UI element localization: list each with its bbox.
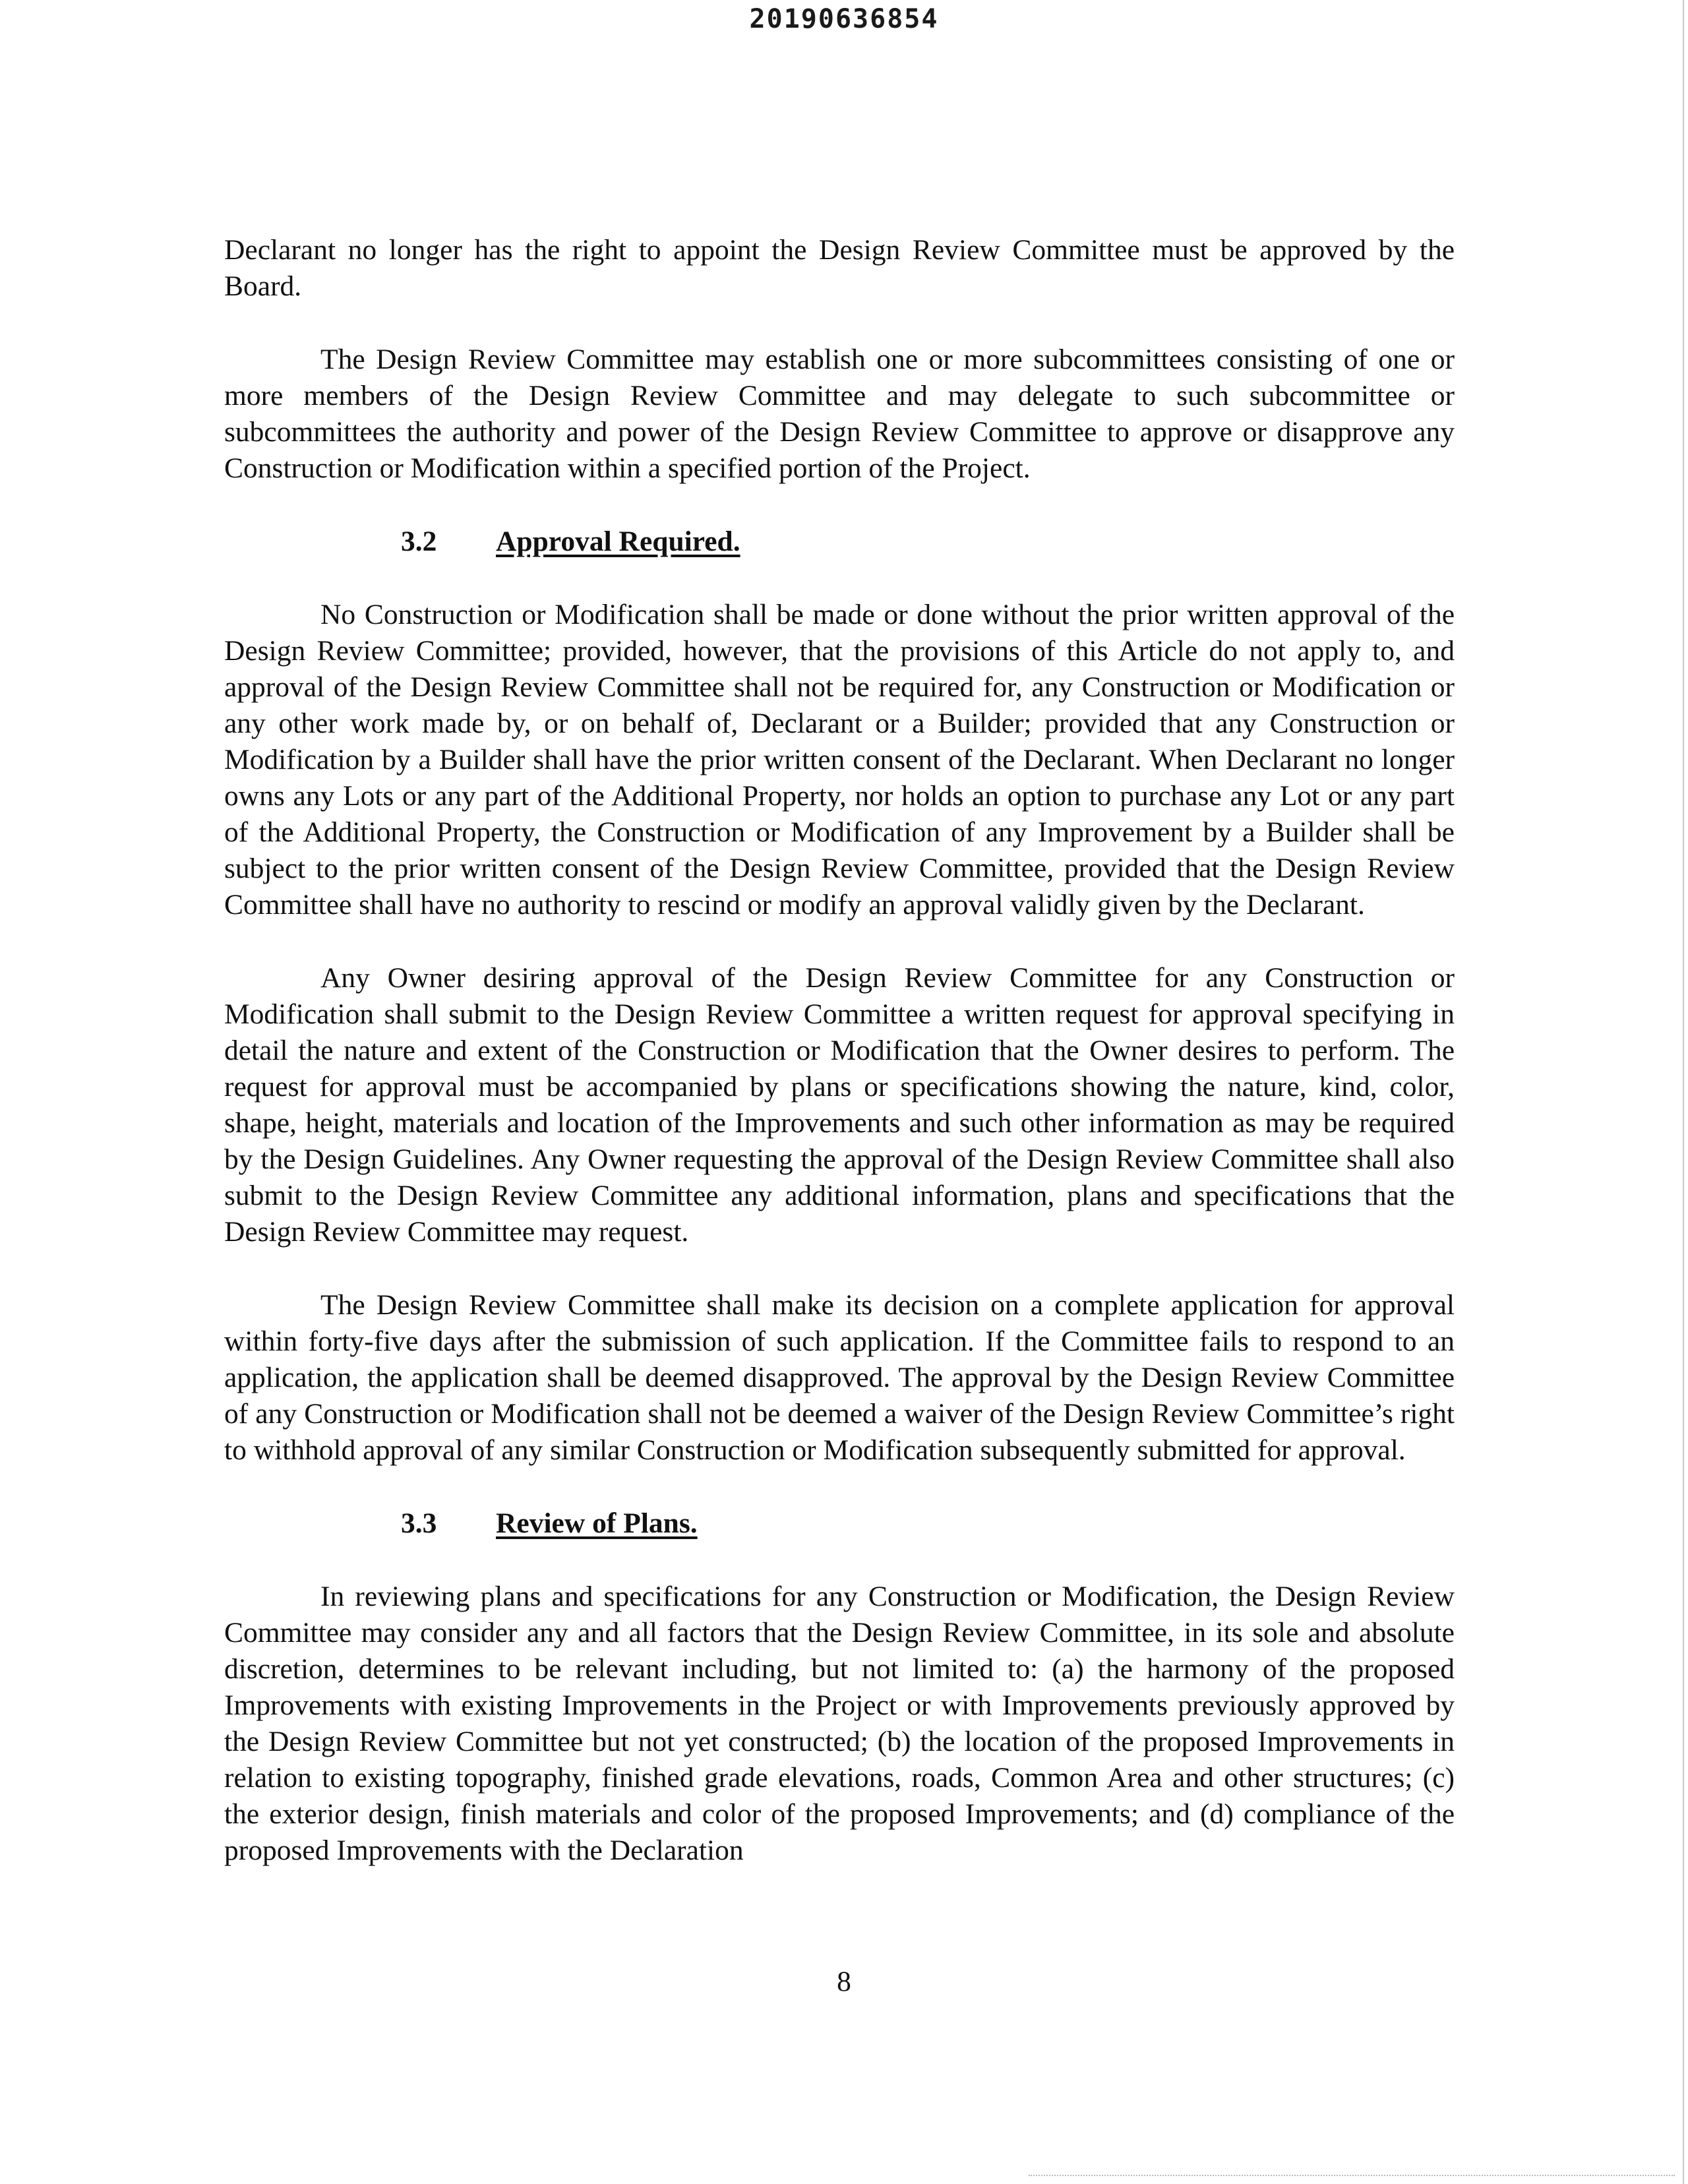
paragraph-owner-request: Any Owner desiring approval of the Design Review Committee for any Construction or Modification shall submit to the Design Review Committee a written request for approval specifying in detail the nature and extent of the Construction or Modification that the Owner desires to perform. The request for approval must be accompanied by plans or specifications showing the nature, kind, color, shape, height, materials and location of the Improvements and such other information as may be required by the Design Guidelines. Any Owner requesting the approval of the Design Review Committee shall also submit to the Design Review Committee any additional information, plans and specifications that the Design Review Committee may request. (224, 962, 1455, 1248)
document-body (224, 232, 1455, 1869)
scan-artifact-line (1029, 2175, 1675, 2176)
paragraph-approval-required: No Construction or Modification shall be made or done without the prior written approval of the Design Review Committee; provided, however, that the provisions of this Article do not apply to, and approval of the Design Review Committee shall not be required for, any Construction or Modification or any other work made by, or on behalf of, Declarant or a Builder; provided that any Construction or Modification by a Builder shall have the prior written consent of the Declarant. When Declarant no longer owns any Lots or any part of the Additional Property, nor holds an option to purchase any Lot or any part of the Additional Property, the Construction or Modification of any Improvement by a Builder shall be subject to the prior written consent of the Design Review Committee, provided that the Design Review Committee shall have no authority to rescind or modify an approval validly given by the Declarant. (224, 599, 1455, 921)
section-title: Approval Required. (496, 526, 740, 557)
paragraph-decision-timing: The Design Review Committee shall make its decision on a complete application for approval within forty-five days after the submission of such application. If the Committee fails to respond to an application, the application shall be deemed disapproved. The approval by the Design Review Committee of any Construction or Modification shall not be deemed a waiver of the Design Review Committee’s right to withhold approval of any similar Construction or Modification subsequently submitted for approval. (224, 1289, 1455, 1466)
section-number: 3.3 (401, 1507, 437, 1539)
paragraph-review-of-plans: In reviewing plans and specifications for any Construction or Modification, the Design Review Committee may consider any and all factors that the Design Review Committee, in its sole and absolute discretion, determines to be relevant including, but not limited to: (a) the harmony of the proposed Improvements with existing Improvements in the Project or with Improvements previously approved by the Design Review Committee but not yet constructed; (b) the location of the proposed Improvements in relation to existing topography, finished grade elevations, roads, Common Area and other structures; (c) the exterior design, finish materials and color of the proposed Improvements; and (d) compliance of the proposed Improvements with the Declaration (224, 1581, 1455, 1866)
page-number: 8 (837, 1966, 851, 1997)
paragraph-subcommittees: The Design Review Committee may establish one or more subcommittees consisting of one or more members of the Design Review Committee and may delegate to such subcommittee or subcommittees the authority and power of the Design Review Committee to approve or disapprove any Construction or Modification within a specified portion of the Project. (224, 344, 1455, 484)
section-heading-3-2 (224, 524, 1455, 560)
section-heading-3-3 (224, 1505, 1455, 1542)
paragraph-continuation: Declarant no longer has the right to appoint the Design Review Committee must be approved by the Board. (224, 234, 1455, 302)
page-edge-line (1683, 0, 1684, 2184)
document-number: 20190636854 (749, 4, 939, 34)
section-number: 3.2 (401, 526, 437, 557)
section-title: Review of Plans. (496, 1507, 698, 1539)
